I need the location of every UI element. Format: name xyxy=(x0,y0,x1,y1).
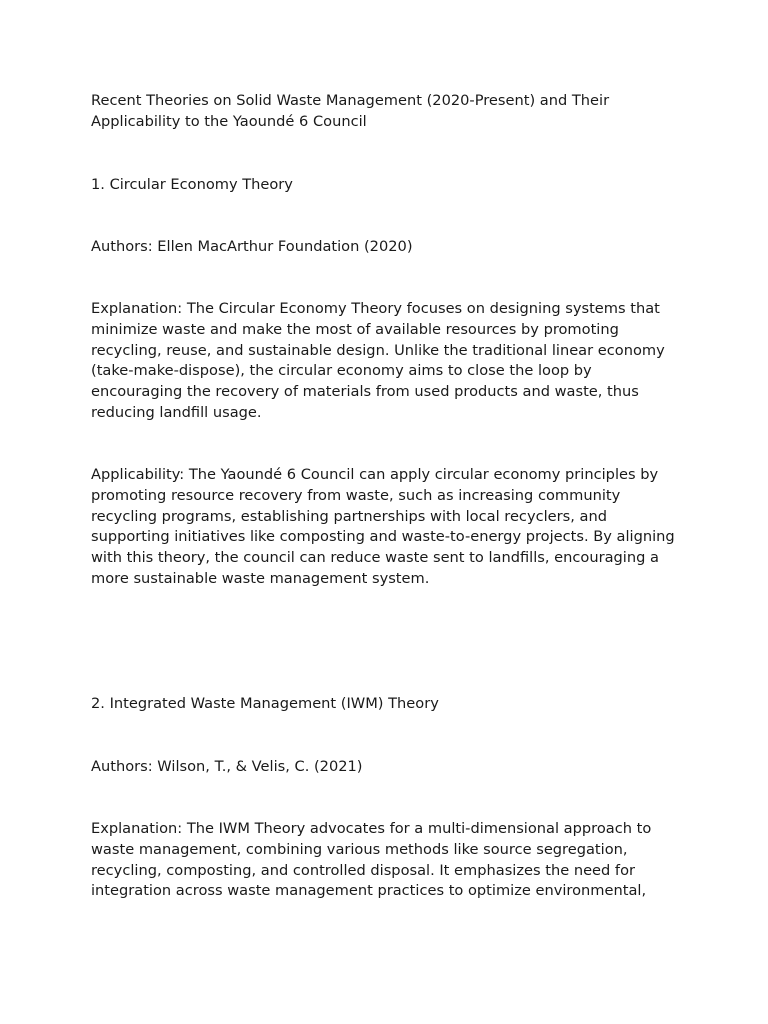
section-1-authors: Authors: Ellen MacArthur Foundation (2020) xyxy=(91,238,413,255)
document-title: Recent Theories on Solid Waste Management (2020-Present) and Their Applicability to the Yaoundé 6 Council xyxy=(91,92,610,130)
section-2-authors: Authors: Wilson, T., & Velis, C. (2021) xyxy=(91,758,363,775)
section-2-explanation: Explanation: The IWM Theory advocates for a multi-dimensional approach to waste management, combining various methods like source segregation, recycling, composting, and controlled disposal. It emphasizes the need for integration across waste management practices to optimize environmental, xyxy=(91,820,652,900)
section-1-heading: 1. Circular Economy Theory xyxy=(91,176,293,193)
section-1-applicability: Applicability: The Yaoundé 6 Council can apply circular economy principles by promoting resource recovery from waste, such as increasing community recycling programs, establishing partnerships with local recyclers, and supporting initiatives like composting and waste-to-energy projects. By aligning with this theory, the council can reduce waste sent to landfills, encouraging a more sustainable waste management system. xyxy=(91,466,675,587)
section-2-heading: 2. Integrated Waste Management (IWM) Theory xyxy=(91,695,439,712)
section-1-explanation: Explanation: The Circular Economy Theory focuses on designing systems that minimize waste and make the most of available resources by promoting recycling, reuse, and sustainable design. Unlike the traditional linear economy (take-make-dispose), the circular economy aims to close the loop by encouraging the recovery of materials from used products and waste, thus reducing landfill usage. xyxy=(91,300,665,421)
